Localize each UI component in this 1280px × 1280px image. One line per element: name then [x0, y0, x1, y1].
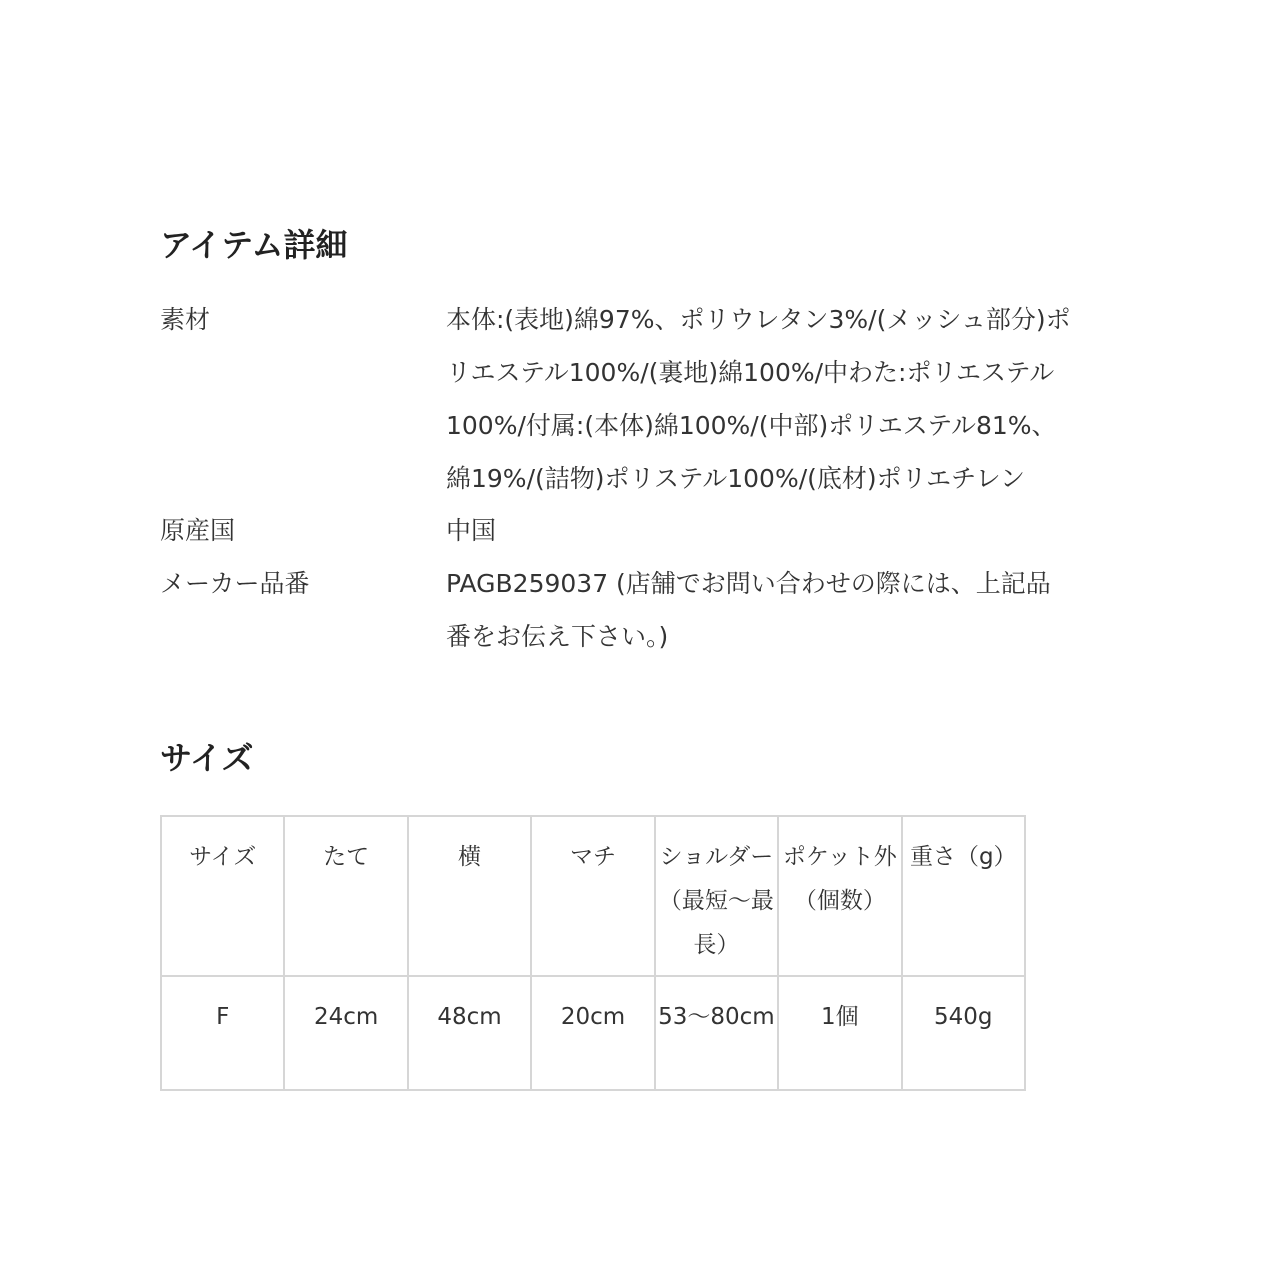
detail-label: メーカー品番	[160, 569, 310, 598]
detail-label: 素材	[160, 305, 211, 334]
cell-pocket: 1個	[778, 976, 901, 1090]
detail-value: 中国	[446, 516, 497, 545]
cell-size: F	[161, 976, 284, 1090]
header-cell-pocket: ポケット外（個数）	[778, 816, 901, 976]
table-row	[161, 976, 1025, 1090]
cell-height: 24cm	[284, 976, 407, 1090]
detail-label: 原産国	[160, 516, 236, 545]
cell-shoulder: 53〜80cm	[655, 976, 778, 1090]
header-cell-height: たて	[284, 816, 407, 976]
header-cell-gusset: マチ	[531, 816, 654, 976]
detail-value: PAGB259037 (店舗でお問い合わせの際には、上記品 番をお伝え下さい。)	[446, 569, 1051, 651]
header-cell-shoulder: ショルダー（最短〜最長）	[655, 816, 778, 976]
header-cell-size: サイズ	[161, 816, 284, 976]
cell-weight: 540g	[902, 976, 1025, 1090]
cell-width: 48cm	[408, 976, 531, 1090]
size-table-header-row	[161, 816, 1025, 976]
size-section-title: サイズ	[160, 739, 254, 777]
item-details-title: アイテム詳細	[160, 226, 348, 264]
cell-gusset: 20cm	[531, 976, 654, 1090]
header-cell-weight: 重さ（g）	[902, 816, 1025, 976]
detail-value: 本体:(表地)綿97%、ポリウレタン3%/(メッシュ部分)ポ リエステル100%/(裏地)綿100%/中わた:ポリエステル 100%/付属:(本体)綿100%/(中部)ポリエステル81%、 綿19%/(詰物)ポリステル100%/(底材)ポリエチレン	[446, 305, 1071, 493]
header-cell-width: 横	[408, 816, 531, 976]
size-table	[160, 815, 1026, 1091]
